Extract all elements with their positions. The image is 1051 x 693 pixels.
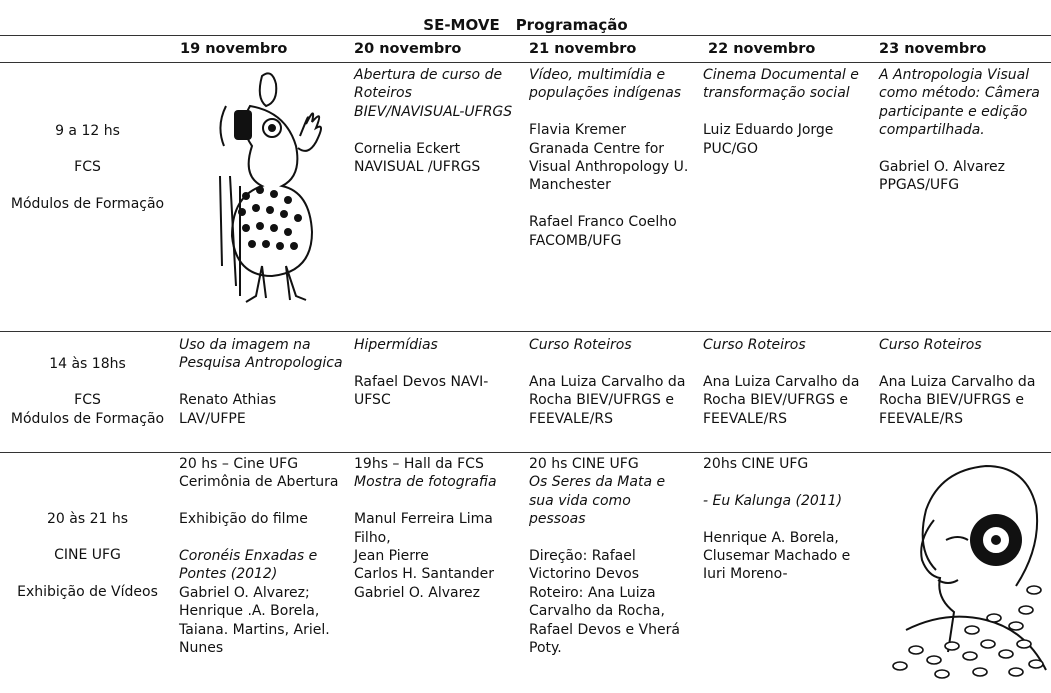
credits: Gabriel O. Alvarez; Henrique .A. Borela, Taiana. Martins, Ariel. Nunes (179, 584, 330, 657)
session-title: Uso da imagem na Pesquisa Antropologica (179, 337, 343, 372)
rule-header (0, 62, 1051, 63)
cell-r1-d20 (354, 66, 524, 176)
day-header-19: 19 novembro (180, 41, 288, 57)
affiliation: Granada Centre for Visual Anthropology U. Manchester (529, 140, 689, 194)
session-title: Cinema Documental e transformação social (703, 67, 859, 102)
cell-r1-d21 (529, 66, 701, 250)
day-header-20: 20 novembro (354, 41, 462, 57)
cell-r1-d22 (703, 66, 875, 158)
film-title: Coronéis Enxadas e Pontes (2012) (179, 548, 318, 583)
day-header-23: 23 novembro (879, 41, 987, 57)
participant: Manul Ferreira Lima Filho, (354, 511, 493, 546)
sketch-bird-illustration (190, 66, 338, 306)
affiliation: PPGAS/UFG (879, 177, 960, 194)
session-title: Curso Roteiros (529, 337, 632, 353)
cell-r3-d22 (703, 455, 868, 584)
cell-r2-d22 (703, 336, 873, 428)
session-title: A Antropologia Visual como método: Câmera participante e edição compartilhada. (879, 67, 1040, 139)
row2-place: FCS (74, 392, 101, 409)
row3-label (0, 510, 175, 601)
cell-r3-d19 (179, 455, 349, 657)
day-header-22: 22 novembro (708, 41, 816, 57)
cell-r2-d21 (529, 336, 697, 428)
row3-time: 20 às 21 hs (46, 511, 129, 527)
event-head: 19hs – Hall da FCS (354, 456, 484, 472)
affiliation: NAVISUAL /UFRGS (354, 159, 481, 176)
participant: Gabriel O. Alvarez (354, 584, 481, 601)
speaker: Flavia Kremer (529, 122, 626, 139)
film-title: Os Seres da Mata e sua vida como pessoas (529, 474, 666, 528)
cell-r3-d20 (354, 455, 504, 602)
row1-place: FCS (74, 159, 101, 176)
session-title: Hipermídias (354, 337, 438, 353)
row1-label (0, 122, 175, 213)
participant: Jean Pierre (354, 548, 429, 565)
affiliation: FACOMB/UFG (529, 232, 622, 249)
speaker: Renato Athias (179, 392, 277, 409)
event-title: Mostra de fotografia (354, 474, 497, 491)
speaker: Rafael Franco Coelho (529, 214, 677, 231)
rule-row1 (0, 331, 1051, 332)
row1-type: Módulos de Formação (10, 195, 165, 212)
session-title: Vídeo, multimídia e populações indígenas (529, 67, 682, 102)
affiliation: LAV/UFPE (179, 410, 246, 427)
event-head: 20 hs CINE UFG (529, 456, 639, 472)
session-title: Curso Roteiros (703, 337, 806, 353)
page-title (0, 16, 1051, 34)
row3-type: Exhibição de Vídeos (17, 583, 158, 600)
row2-label (0, 355, 175, 428)
affiliation: PUC/GO (703, 140, 759, 157)
cell-r1-d23 (879, 66, 1047, 195)
cell-r2-d19 (179, 336, 347, 428)
row1-time: 9 a 12 hs (55, 123, 120, 139)
cell-r2-d23 (879, 336, 1047, 428)
row3-place: CINE UFG (54, 547, 121, 564)
speaker: Ana Luiza Carvalho da Rocha BIEV/UFRGS e FEEVALE/RS (879, 373, 1036, 427)
direction: Direção: Rafael Victorino Devos (529, 548, 639, 583)
rule-top (0, 35, 1051, 36)
session-title: Abertura de curso de Roteiros BIEV/NAVISUAL-UFRGS (354, 67, 513, 120)
event-head: 20 hs – Cine UFG Cerimônia de Abertura (179, 456, 339, 491)
day-header-21: 21 novembro (529, 41, 637, 57)
event-head: 20hs CINE UFG (703, 456, 809, 472)
session-title: Curso Roteiros (879, 337, 982, 353)
title-left: SE-MOVE (423, 16, 500, 34)
title-right: Programação (515, 16, 628, 34)
event-sub: Exhibição do filme (179, 511, 308, 528)
cell-r3-d21 (529, 455, 689, 657)
speaker: Luiz Eduardo Jorge (703, 122, 834, 139)
credits: Henrique A. Borela, Clusemar Machado e Iuri Moreno- (703, 529, 851, 583)
speaker: Cornelia Eckert (354, 140, 461, 157)
sketch-face-illustration (876, 460, 1048, 684)
speaker: Gabriel O. Alvarez (879, 159, 1006, 176)
participant: Carlos H. Santander (354, 566, 495, 583)
row2-time: 14 às 18hs (49, 356, 126, 372)
speaker: Ana Luiza Carvalho da Rocha BIEV/UFRGS e FEEVALE/RS (529, 373, 686, 427)
rule-row2 (0, 452, 1051, 453)
speaker: Ana Luiza Carvalho da Rocha BIEV/UFRGS e FEEVALE/RS (703, 373, 860, 427)
speaker: Rafael Devos NAVI-UFSC (354, 373, 489, 409)
cell-r2-d20 (354, 336, 504, 410)
row2-type: Módulos de Formação (10, 410, 165, 427)
film-title: - Eu Kalunga (2011) (703, 492, 843, 509)
script: Roteiro: Ana Luiza Carvalho da Rocha, Rafael Devos e Vherá Poty. (529, 584, 680, 657)
